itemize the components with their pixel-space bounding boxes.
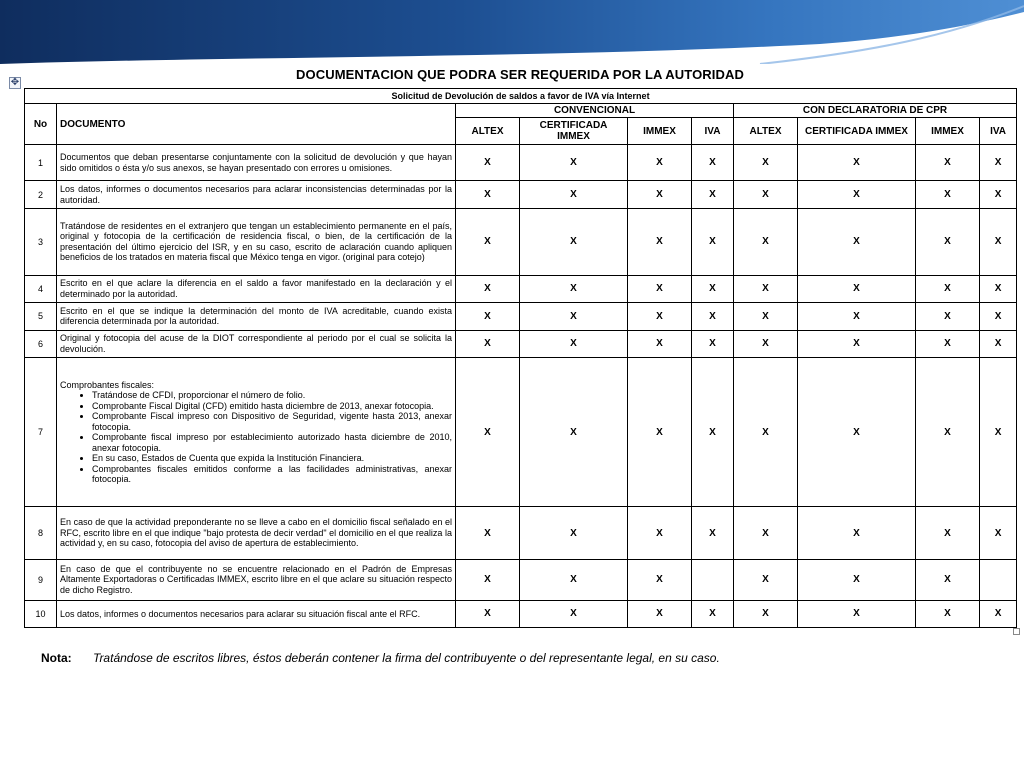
requirement-mark: X — [798, 600, 916, 627]
requirement-mark: X — [980, 330, 1017, 357]
row-document — [57, 275, 456, 302]
requirement-mark: X — [916, 275, 980, 302]
requirement-mark: X — [798, 275, 916, 302]
requirement-mark: X — [456, 559, 520, 600]
requirement-mark: X — [692, 144, 734, 181]
document-text: Tratándose de residentes en el extranjero que tengan un establecimiento permanente en el país, original y fotocopia de la certificación de residencia fiscal, o bien, de la certificación de la presentación del último ejercicio del ISR, y en su caso, escrito de aclaración cuando apliquen beneficios de los tratados en materia fiscal que México tenga en vigor. (original para cotejo) — [60, 220, 452, 263]
row-document — [57, 208, 456, 275]
move-arrows-icon[interactable]: ✥ — [10, 77, 20, 88]
requirement-mark: X — [692, 275, 734, 302]
requirement-mark: X — [520, 275, 628, 302]
requirement-mark: X — [798, 144, 916, 181]
group-header-convencional: CONVENCIONAL — [456, 104, 734, 118]
requirements-table — [24, 88, 1017, 628]
table-row — [25, 144, 1017, 181]
table-row — [25, 507, 1017, 560]
requirement-mark: X — [456, 303, 520, 330]
requirement-mark: X — [798, 559, 916, 600]
requirement-mark: X — [628, 208, 692, 275]
requirement-mark: X — [980, 600, 1017, 627]
document-text: Los datos, informes o documentos necesarios para aclarar inconsistencias determinadas por la autoridad. — [60, 184, 452, 205]
document-bullet: • Tratándose de CFDI, proporcionar el número de folio. — [92, 390, 452, 401]
document-text: Comprobantes fiscales: — [60, 379, 155, 390]
sub-header-cpr-2: CERTIFICADA IMMEX — [798, 118, 916, 144]
requirement-mark: X — [692, 357, 734, 506]
requirement-mark: X — [456, 507, 520, 560]
table-subtitle-row — [25, 89, 1017, 104]
sub-header-cpr-3: IMMEX — [916, 118, 980, 144]
document-bullet: • Comprobantes fiscales emitidos conforme a las facilidades administrativas, anexar fotocopia. — [92, 464, 452, 485]
requirement-mark: X — [980, 303, 1017, 330]
header-banner — [0, 0, 1024, 64]
row-document — [57, 181, 456, 208]
requirement-mark: X — [798, 330, 916, 357]
requirement-mark: X — [520, 507, 628, 560]
document-text: Escrito en el que aclare la diferencia en el saldo a favor manifestado en la declaración y el determinado por la autoridad. — [60, 278, 452, 299]
row-document — [57, 144, 456, 181]
document-bullet: • En su caso, Estados de Cuenta que expida la Institución Financiera. — [92, 453, 452, 464]
requirement-mark: X — [980, 275, 1017, 302]
footnote-text: Tratándose de escritos libres, éstos deberán contener la firma del contribuyente o del representante legal, en su caso. — [93, 651, 720, 665]
requirement-mark: X — [916, 330, 980, 357]
requirement-mark: X — [734, 144, 798, 181]
document-text: Documentos que deban presentarse conjuntamente con la solicitud de devolución y que hayan sido omitidos o ésta y/o sus anexos, se hayan presentado con errores u omisiones. — [60, 152, 452, 173]
requirement-mark: X — [692, 303, 734, 330]
requirement-mark: X — [980, 357, 1017, 506]
requirement-mark: X — [916, 303, 980, 330]
requirement-mark: X — [520, 559, 628, 600]
document-text: En caso de que la actividad preponderante no se lleve a cabo en el domicilio fiscal señalado en el RFC, escrito libre en el que indique "bajo protesta de decir verdad" el domicilio en el que realiza la actividad y, en su caso, fotocopia del aviso de apertura de establecimiento. — [60, 517, 452, 549]
sub-header-conv-3: IMMEX — [628, 118, 692, 144]
requirement-mark: X — [520, 600, 628, 627]
document-bullet: • Comprobante Fiscal impreso con Dispositivo de Seguridad, vigente hasta 2013, anexar fotocopia. — [92, 411, 452, 432]
requirement-mark: X — [980, 507, 1017, 560]
requirement-mark: X — [916, 559, 980, 600]
requirement-mark: X — [456, 208, 520, 275]
requirement-mark: X — [734, 357, 798, 506]
column-header-document: DOCUMENTO — [57, 104, 456, 145]
document-text: En caso de que el contribuyente no se encuentre relacionado en el Padrón de Empresas Altamente Exportadoras o Certificadas IMMEX, escrito libre en el que aclare su situación respecto de dicho Registro. — [60, 563, 452, 595]
row-document — [57, 600, 456, 627]
table-row — [25, 357, 1017, 506]
table-row — [25, 600, 1017, 627]
row-document — [57, 357, 456, 506]
row-number: 3 — [25, 208, 57, 275]
requirement-mark: X — [628, 303, 692, 330]
requirement-mark: X — [520, 330, 628, 357]
requirement-mark: X — [734, 303, 798, 330]
row-number: 10 — [25, 600, 57, 627]
row-document — [57, 303, 456, 330]
row-document — [57, 330, 456, 357]
requirement-mark: X — [916, 144, 980, 181]
requirement-mark: X — [628, 181, 692, 208]
requirement-mark: X — [456, 357, 520, 506]
requirement-mark: X — [520, 144, 628, 181]
requirement-mark: X — [798, 507, 916, 560]
requirement-mark: X — [798, 303, 916, 330]
requirement-mark: X — [456, 330, 520, 357]
sub-header-conv-2: CERTIFICADA IMMEX — [520, 118, 628, 144]
requirement-mark: X — [734, 507, 798, 560]
row-document — [57, 507, 456, 560]
requirement-mark: X — [734, 600, 798, 627]
requirement-mark: X — [628, 507, 692, 560]
sub-header-conv-4: IVA — [692, 118, 734, 144]
requirement-mark: X — [734, 559, 798, 600]
requirement-mark: X — [916, 181, 980, 208]
table-row — [25, 330, 1017, 357]
table-row — [25, 275, 1017, 302]
table-row — [25, 208, 1017, 275]
sub-header-conv-1: ALTEX — [456, 118, 520, 144]
requirement-mark: X — [692, 600, 734, 627]
sub-header-cpr-4: IVA — [980, 118, 1017, 144]
row-number: 7 — [25, 357, 57, 506]
row-number: 1 — [25, 144, 57, 181]
requirement-mark: X — [520, 208, 628, 275]
row-number: 5 — [25, 303, 57, 330]
requirement-mark: X — [734, 330, 798, 357]
requirement-mark: X — [456, 144, 520, 181]
requirement-mark: X — [628, 144, 692, 181]
requirement-mark: X — [520, 181, 628, 208]
resize-handle-icon[interactable] — [1013, 628, 1020, 635]
requirement-mark: X — [916, 208, 980, 275]
sub-header-cpr-1: ALTEX — [734, 118, 798, 144]
requirement-mark: X — [734, 275, 798, 302]
document-bullet: • Comprobante Fiscal Digital (CFD) emitido hasta diciembre de 2013, anexar fotocopia. — [92, 401, 452, 412]
requirement-mark: X — [520, 357, 628, 506]
requirement-mark: X — [628, 600, 692, 627]
requirement-mark: X — [628, 275, 692, 302]
requirement-mark: X — [916, 357, 980, 506]
requirement-mark — [692, 559, 734, 600]
requirement-mark: X — [692, 208, 734, 275]
requirement-mark: X — [692, 330, 734, 357]
row-number: 2 — [25, 181, 57, 208]
footnote-label: Nota: — [41, 651, 72, 665]
table-row — [25, 181, 1017, 208]
document-text: Original y fotocopia del acuse de la DIOT correspondiente al periodo por el cual se solicita la devolución. — [60, 333, 452, 354]
requirement-mark — [980, 559, 1017, 600]
row-document — [57, 559, 456, 600]
requirement-mark: X — [628, 330, 692, 357]
row-number: 6 — [25, 330, 57, 357]
requirement-mark: X — [916, 600, 980, 627]
row-number: 9 — [25, 559, 57, 600]
requirement-mark: X — [520, 303, 628, 330]
requirement-mark: X — [798, 181, 916, 208]
requirement-mark: X — [628, 357, 692, 506]
requirement-mark: X — [456, 181, 520, 208]
requirement-mark: X — [692, 181, 734, 208]
row-number: 4 — [25, 275, 57, 302]
document-title: DOCUMENTACION QUE PODRA SER REQUERIDA POR LA AUTORIDAD — [296, 67, 744, 82]
footnote — [41, 651, 720, 665]
requirement-mark: X — [798, 208, 916, 275]
column-header-no: No — [25, 104, 57, 145]
group-header-cpr: CON DECLARATORIA DE CPR — [734, 104, 1017, 118]
document-text: Los datos, informes o documentos necesarios para aclarar su situación fiscal ante el RFC. — [60, 608, 421, 619]
requirement-mark: X — [980, 181, 1017, 208]
row-number: 8 — [25, 507, 57, 560]
requirement-mark: X — [734, 208, 798, 275]
table-subtitle: Solicitud de Devolución de saldos a favor de IVA vía Internet — [25, 89, 1017, 104]
table-row — [25, 559, 1017, 600]
group-header-row — [25, 104, 1017, 118]
requirement-mark: X — [692, 507, 734, 560]
requirement-mark: X — [798, 357, 916, 506]
document-text: Escrito en el que se indique la determinación del monto de IVA acreditable, cuando exista diferencia determinada por la autoridad. — [60, 305, 452, 327]
requirement-mark: X — [628, 559, 692, 600]
document-bullet: • Comprobante fiscal impreso por establecimiento autorizado hasta diciembre de 2010, anexar fotocopia. — [92, 432, 452, 453]
requirement-mark: X — [980, 208, 1017, 275]
requirement-mark: X — [980, 144, 1017, 181]
requirement-mark: X — [456, 600, 520, 627]
requirement-mark: X — [456, 275, 520, 302]
requirement-mark: X — [916, 507, 980, 560]
table-row — [25, 303, 1017, 330]
requirement-mark: X — [734, 181, 798, 208]
document-bullet-list — [60, 390, 452, 485]
